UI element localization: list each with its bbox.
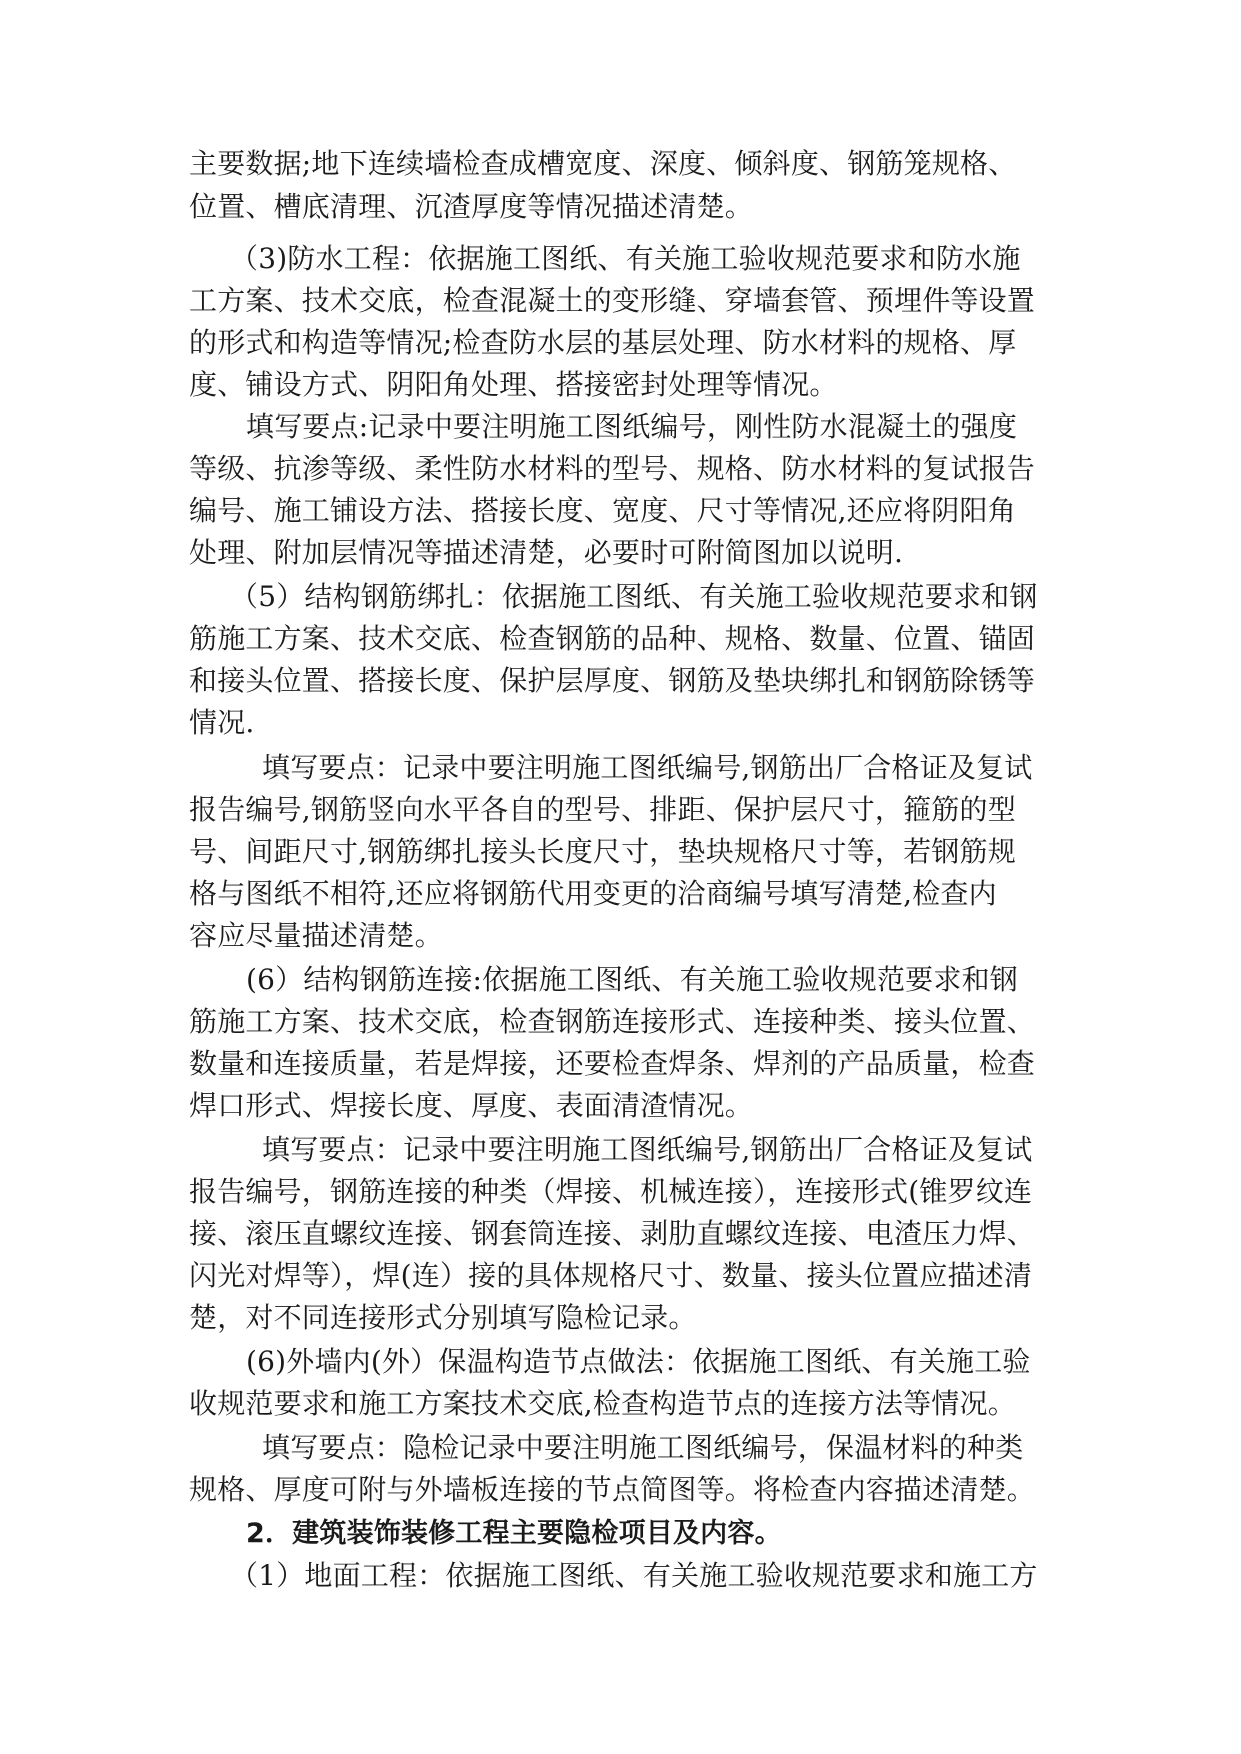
text-line: 处理、附加层情况等描述清楚，必要时可附简图加以说明. [189,536,904,569]
text-line: 容应尽量描述清楚。 [189,919,443,952]
text-line: 报告编号，钢筋连接的种类（焊接、机械连接），连接形式(锥罗纹连 [189,1175,1033,1208]
text-line: 填写要点：记录中要注明施工图纸编号,钢筋出厂合格证及复试 [262,751,1033,784]
text-line: 接、滚压直螺纹连接、钢套筒连接、剥肋直螺纹连接、电渣压力焊、 [189,1217,1036,1250]
text-line: （1）地面工程：依据施工图纸、有关施工验收规范要求和施工方 [230,1559,1038,1592]
text-line: 填写要点:记录中要注明施工图纸编号，刚性防水混凝土的强度 [246,410,1018,443]
text-line: 主要数据;地下连续墙检查成槽宽度、深度、倾斜度、钢筋笼规格、 [189,147,1017,180]
text-line: 报告编号,钢筋竖向水平各自的型号、排距、保护层尺寸，箍筋的型 [189,793,1016,826]
text-line: 筋施工方案、技术交底，检查钢筋连接形式、连接种类、接头位置、 [189,1005,1036,1038]
text-line: 筋施工方案、技术交底、检查钢筋的品种、规格、数量、位置、锚固 [189,622,1036,655]
text-line: （3)防水工程：依据施工图纸、有关施工验收规范要求和防水施 [230,242,1021,275]
section-heading: 2．建筑装饰装修工程主要隐检项目及内容。 [246,1518,782,1549]
text-line: 编号、施工铺设方法、搭接长度、宽度、尺寸等情况,还应将阴阳角 [189,494,1016,527]
text-line: 闪光对焊等），焊(连）接的具体规格尺寸、数量、接头位置应描述清 [189,1259,1033,1292]
text-line: 数量和连接质量，若是焊接，还要检查焊条、焊剂的产品质量，检查 [189,1047,1036,1080]
text-line: 焊口形式、焊接长度、厚度、表面清渣情况。 [189,1089,754,1122]
text-line: (6)外墙内(外）保温构造节点做法：依据施工图纸、有关施工验 [246,1345,1031,1378]
text-line: 位置、槽底清理、沉渣厚度等情况描述清楚。 [189,190,754,223]
text-line: 情况. [189,706,255,739]
text-line: 等级、抗渗等级、柔性防水材料的型号、规格、防水材料的复试报告 [189,452,1036,485]
text-line: 号、间距尺寸,钢筋绑扎接头长度尺寸，垫块规格尺寸等，若钢筋规 [189,835,1016,868]
text-line: 的形式和构造等情况;检查防水层的基层处理、防水材料的规格、厚 [189,326,1017,359]
text-line: 填写要点：记录中要注明施工图纸编号,钢筋出厂合格证及复试 [262,1133,1033,1166]
text-line: (6）结构钢筋连接:依据施工图纸、有关施工验收规范要求和钢 [246,963,1018,996]
text-line: 规格、厚度可附与外墙板连接的节点简图等。将检查内容描述清楚。 [189,1473,1036,1506]
text-line: 收规范要求和施工方案技术交底,检查构造节点的连接方法等情况。 [189,1387,1016,1420]
text-line: 度、铺设方式、阴阳角处理、搭接密封处理等情况。 [189,368,838,401]
text-line: 工方案、技术交底，检查混凝土的变形缝、穿墙套管、预埋件等设置 [189,284,1036,317]
text-line: 楚，对不同连接形式分别填写隐检记录。 [189,1301,697,1334]
text-line: （5）结构钢筋绑扎：依据施工图纸、有关施工验收规范要求和钢 [230,580,1038,613]
text-line: 填写要点：隐检记录中要注明施工图纸编号，保温材料的种类 [262,1431,1024,1464]
text-line: 格与图纸不相符,还应将钢筋代用变更的洽商编号填写清楚,检查内 [189,877,997,910]
text-line: 和接头位置、搭接长度、保护层厚度、钢筋及垫块绑扎和钢筋除锈等 [189,664,1036,697]
